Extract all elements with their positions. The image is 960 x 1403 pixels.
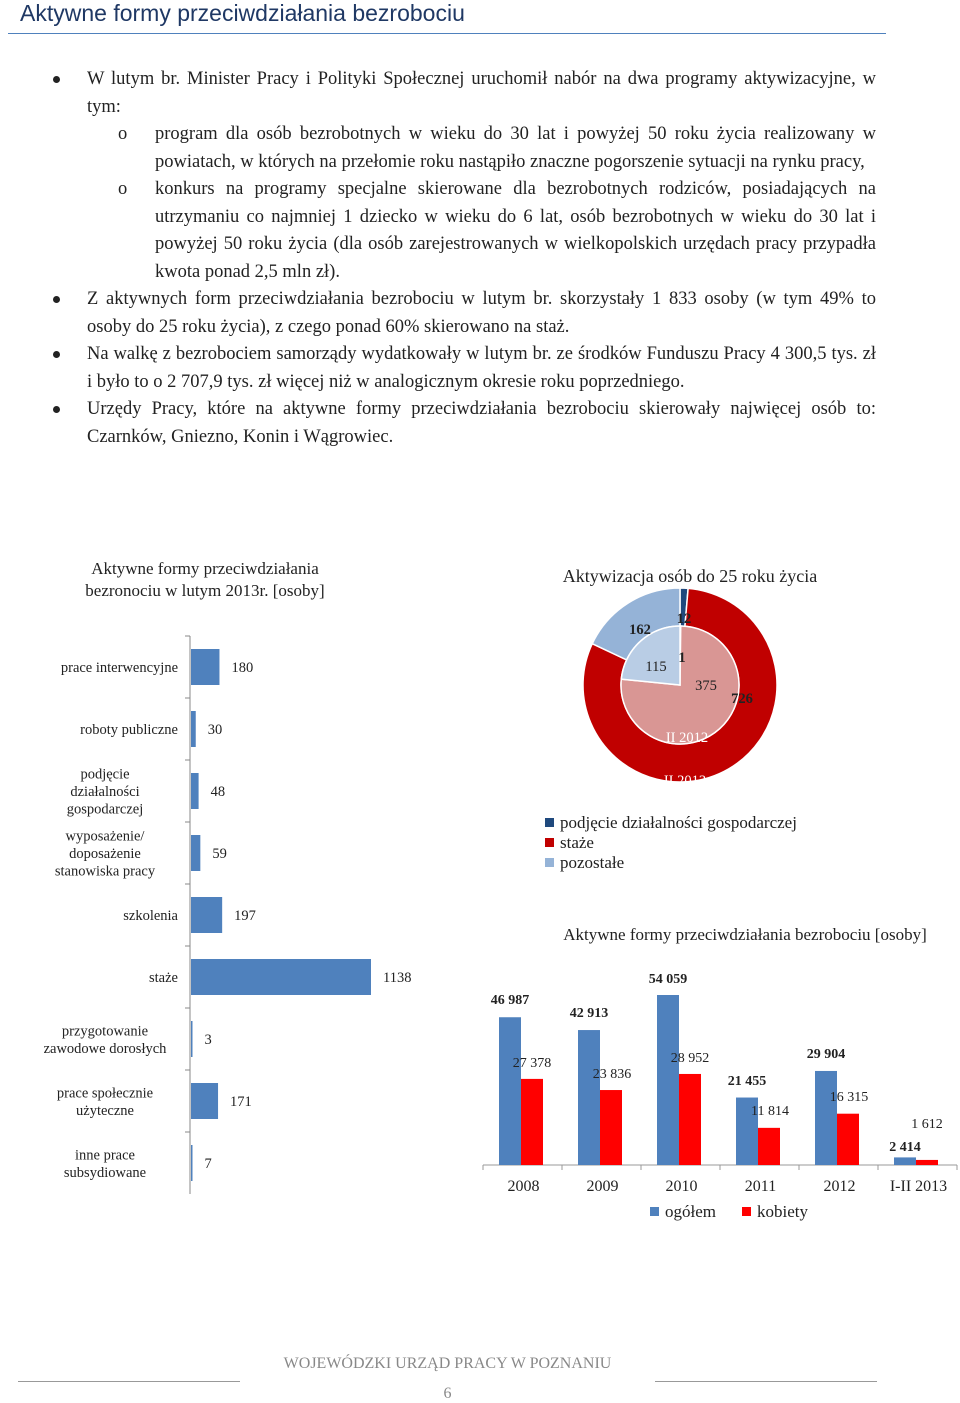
sub-bullet-2 xyxy=(50,176,876,286)
chart1-bar xyxy=(191,773,199,809)
chart3-bar-kobiety xyxy=(679,1074,701,1165)
sub-bullet-1-text: program dla osób bezrobotnych w wieku do 30 lat i powyżej 50 roku życia realizowany w powiatach, w których na przełomie roku nastąpiło znaczne pogorszenie sytuacji na rynku pracy, xyxy=(155,124,876,172)
chart1-category-label: prace społecznie użyteczne xyxy=(56,1085,154,1119)
chart1-value-label: 59 xyxy=(212,846,227,862)
sub-bullet-1 xyxy=(50,121,876,176)
chart3-value-label-kobiety: 1 612 xyxy=(911,1117,943,1132)
chart1-category-label: staże xyxy=(149,970,178,986)
legend-label: staże xyxy=(560,833,594,852)
sub-marker: o xyxy=(118,124,128,144)
chart3-value-label-kobiety: 28 952 xyxy=(670,1051,710,1066)
chart1-value-label: 180 xyxy=(231,660,254,676)
chart3-category-label: 2009 xyxy=(586,1178,619,1195)
chart2-value-label: 1 xyxy=(678,650,686,666)
chart2-value-label: 726 xyxy=(731,691,753,707)
legend-item-1 xyxy=(545,813,797,833)
chart3-value-label-ogolem: 46 987 xyxy=(490,993,530,1008)
chart1-category-label: szkolenia xyxy=(123,908,178,924)
legend-item-2 xyxy=(545,833,594,853)
bullet-2: Z aktywnych form przeciwdziałania bezrobociu w lutym br. skorzystały 1 833 osoby (w tym 49% to osoby do 25 roku życia), z czego ponad 60% skierowano na staż. xyxy=(50,286,876,341)
legend-label: ogółem xyxy=(665,1202,716,1221)
chart3-title: Aktywne formy przeciwdziałania bezrobociu [osoby] xyxy=(563,925,927,944)
chart1-value-label: 7 xyxy=(204,1156,212,1172)
chart1-title: Aktywne formy przeciwdziałania bezronociu w lutym 2013r. [osoby] xyxy=(85,559,325,600)
legend-swatch-red xyxy=(742,1207,751,1216)
chart1-value-label: 1138 xyxy=(383,970,412,986)
chart3-category-label: 2012 xyxy=(823,1178,856,1195)
legend-label: podjęcie działalności gospodarczej xyxy=(560,813,797,832)
chart2-ring-label: II 2012 xyxy=(665,730,709,746)
chart3-value-label-ogolem: 21 455 xyxy=(727,1074,767,1089)
legend-item-3 xyxy=(545,853,624,873)
chart2-value-label: 375 xyxy=(695,678,717,694)
chart3-bar-kobiety xyxy=(758,1128,780,1165)
chart3-bar-ogolem xyxy=(815,1071,837,1165)
chart1-bar xyxy=(191,835,200,871)
chart1-bar xyxy=(191,1145,193,1181)
chart3-category-label: 2011 xyxy=(744,1178,777,1195)
chart1-value-label: 197 xyxy=(234,908,256,924)
chart1-value-label: 48 xyxy=(210,784,226,800)
chart1-bar xyxy=(191,1083,218,1119)
chart2-value-label: 12 xyxy=(676,611,692,627)
chart3-category-label: I-II 2013 xyxy=(889,1178,948,1195)
chart3-category-label: 2008 xyxy=(507,1178,540,1195)
chart2-doughnut xyxy=(540,585,860,805)
legend-label: kobiety xyxy=(757,1202,808,1221)
chart1-category-label: wyposażenie/ doposażenie stanowiska pracy xyxy=(54,828,156,880)
chart3-value-label-ogolem: 54 059 xyxy=(648,972,688,987)
chart2-value-label: 162 xyxy=(629,622,651,638)
chart3-value-label-kobiety: 23 836 xyxy=(592,1067,632,1082)
bullet-3: Na walkę z bezrobociem samorządy wydatkowały w lutym br. ze środków Funduszu Pracy 4 300,5 tys. zł i było to o 2 707,9 tys. zł więcej niż w analogicznym okresie roku poprzedniego. xyxy=(50,341,876,396)
chart1-bar xyxy=(191,711,196,747)
title-divider xyxy=(8,33,886,34)
bullet-4: Urzędy Pracy, które na aktywne formy przeciwdziałania bezrobociu skierowały najwięcej osób to: Czarnków, Gniezno, Konin i Wągrowiec. xyxy=(50,396,876,451)
chart3-value-label-kobiety: 16 315 xyxy=(829,1090,869,1105)
chart3-value-label-ogolem: 2 414 xyxy=(889,1140,921,1155)
chart3-value-label-kobiety: 11 814 xyxy=(751,1104,789,1119)
legend-swatch-navy xyxy=(545,818,554,827)
chart3-value-label-ogolem: 42 913 xyxy=(569,1006,609,1021)
chart3-bar-kobiety xyxy=(600,1090,622,1165)
footer-rule-right xyxy=(655,1381,877,1382)
chart1-value-label: 30 xyxy=(207,722,223,738)
footer-rule-left xyxy=(18,1381,240,1382)
chart3-value-label-kobiety: 27 378 xyxy=(512,1056,552,1071)
chart1-value-label: 3 xyxy=(204,1032,212,1048)
chart1-bar xyxy=(191,897,222,933)
chart3-value-label-ogolem: 29 904 xyxy=(806,1047,846,1062)
page-number: 6 xyxy=(443,1385,452,1402)
chart1-horizontal-bar xyxy=(0,620,470,1200)
chart3-bar-ogolem xyxy=(499,1017,521,1165)
chart1-value-label: 171 xyxy=(230,1094,252,1110)
legend-swatch-blue xyxy=(650,1207,659,1216)
chart1-bar xyxy=(191,649,219,685)
chart3-bar-ogolem xyxy=(894,1157,916,1165)
chart3-bar-ogolem xyxy=(657,995,679,1165)
sub-bullet-2-text: konkurs na programy specjalne skierowane dla bezrobotnych rodziców, posiadających na utrzymaniu co najmniej 1 dziecko w wieku do 6 lat, osób bezrobotnych w wieku do 30 lat i powyżej 50 roku życia (dla osób zarejestrowanych w wielkopolskich urzędach pracy przypadła kwota ponad 2,5 mln zł). xyxy=(155,179,876,282)
legend-swatch-red xyxy=(545,838,554,847)
chart1-category-label: prace interwencyjne xyxy=(60,660,178,676)
chart3-grouped-bar xyxy=(480,960,960,1230)
sub-marker: o xyxy=(118,179,128,199)
chart1-bar xyxy=(191,1021,193,1057)
page-title: Aktywne formy przeciwdziałania bezrobociu xyxy=(20,0,465,26)
chart2-title: Aktywizacja osób do 25 roku życia xyxy=(562,566,818,586)
bullet-1: W lutym br. Minister Pracy i Polityki Społecznej uruchomił nabór na dwa programy aktywizacyjne, w tym: xyxy=(50,66,876,121)
chart1-category-label: roboty publiczne xyxy=(80,722,178,738)
chart3-bar-ogolem xyxy=(578,1030,600,1165)
chart2-value-label: 115 xyxy=(645,659,667,675)
footer-org: WOJEWÓDZKI URZĄD PRACY W POZNANIU xyxy=(283,1355,612,1372)
chart1-category-label: podjęcie działalności gospodarczej xyxy=(66,766,144,818)
legend-kobiety xyxy=(742,1202,808,1222)
chart3-bar-kobiety xyxy=(916,1160,938,1165)
chart3-bar-kobiety xyxy=(521,1079,543,1165)
chart1-bar xyxy=(191,959,371,995)
body-text xyxy=(50,66,876,451)
chart1-category-label: inne prace subsydiowane xyxy=(63,1147,147,1181)
legend-swatch-gray xyxy=(545,858,554,867)
chart3-category-label: 2010 xyxy=(665,1178,698,1195)
chart1-category-label: przygotowanie zawodowe dorosłych xyxy=(43,1023,167,1057)
legend-label: pozostałe xyxy=(560,853,625,872)
legend-ogolem xyxy=(650,1202,716,1222)
chart3-bar-kobiety xyxy=(837,1114,859,1165)
chart2-ring-label: II 2013 xyxy=(663,773,707,789)
